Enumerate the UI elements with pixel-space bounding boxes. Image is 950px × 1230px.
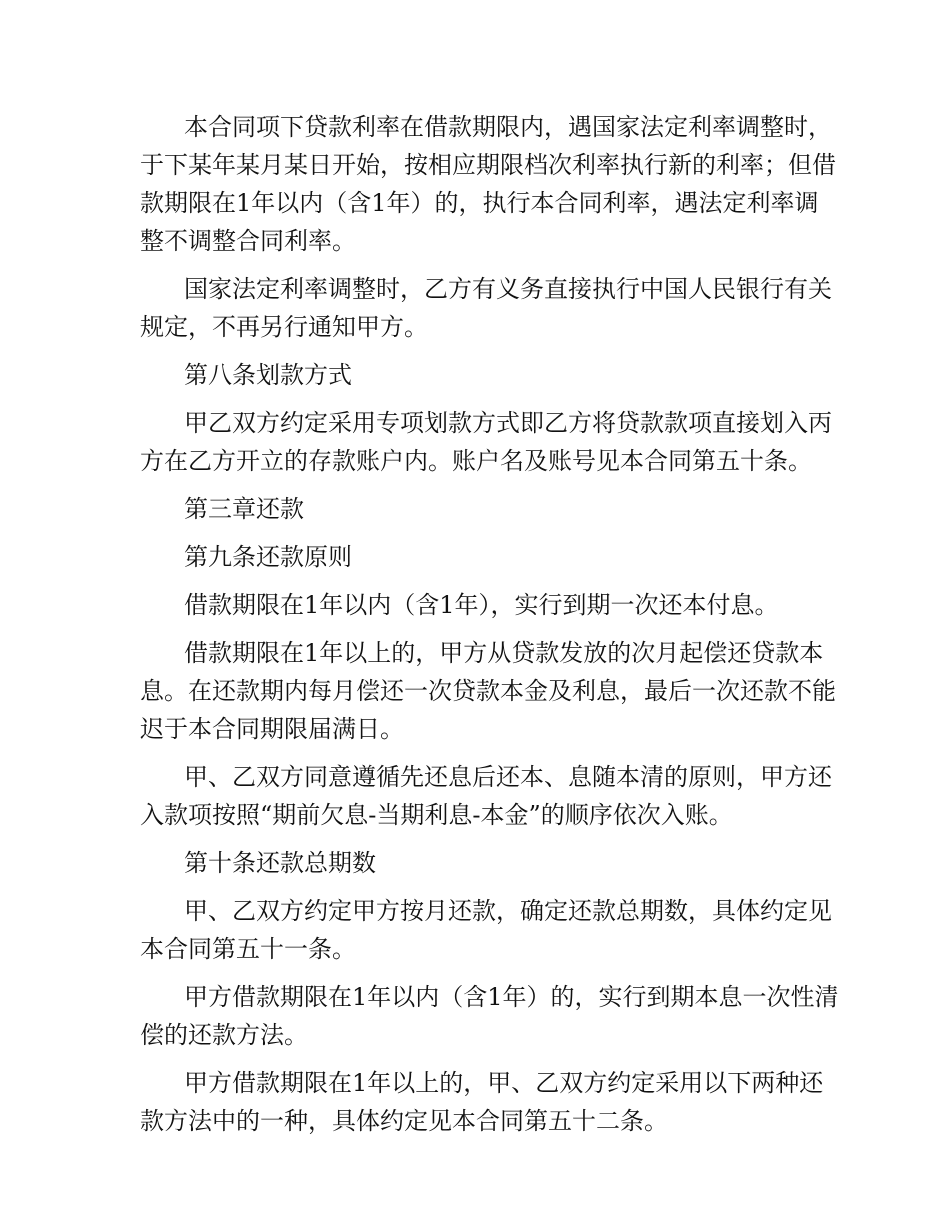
paragraph-repayment-order: 甲、乙双方同意遵循先还息后还本、息随本清的原则，甲方还入款项按照“期前欠息-当期利息-本金”的顺序依次入账。 [140,763,832,829]
article-8-heading: 第八条划款方式 [184,361,352,389]
paragraph-short-term-repayment: 借款期限在1年以内（含1年），实行到期一次还本付息。 [184,591,779,619]
paragraph-rate-notice: 国家法定利率调整时，乙方有义务直接执行中国人民银行有关规定，不再另行通知甲方。 [140,275,832,341]
article-10-heading: 第十条还款总期数 [184,849,376,877]
paragraph-transfer-method: 甲乙双方约定采用专项划款方式即乙方将贷款款项直接划入丙方在乙方开立的存款账户内。账户名及账号见本合同第五十条。 [140,409,832,475]
paragraph-long-term-repayment: 借款期限在1年以上的，甲方从贷款发放的次月起偿还贷款本息。在还款期内每月偿还一次贷款本金及利息，最后一次还款不能迟于本合同期限届满日。 [140,639,836,743]
paragraph-monthly-periods: 甲、乙双方约定甲方按月还款，确定还款总期数，具体约定见本合同第五十一条。 [140,897,832,963]
paragraph-repayment-method-choice: 甲方借款期限在1年以上的，甲、乙双方约定采用以下两种还款方法中的一种，具体约定见本合同第五十二条。 [140,1069,824,1135]
article-9-heading: 第九条还款原则 [184,543,352,571]
paragraph-interest-rate-adjustment: 本合同项下贷款利率在借款期限内，遇国家法定利率调整时，于下某年某月某日开始，按相应期限档次利率执行新的利率；但借款期限在1年以内（含1年）的，执行本合同利率，遇法定利率调整不调整合同利率。 [140,113,836,255]
chapter-3-heading: 第三章还款 [184,495,304,523]
document-body [140,108,840,1150]
paragraph-one-time-settlement: 甲方借款期限在1年以内（含1年）的，实行到期本息一次性清偿的还款方法。 [140,983,839,1049]
